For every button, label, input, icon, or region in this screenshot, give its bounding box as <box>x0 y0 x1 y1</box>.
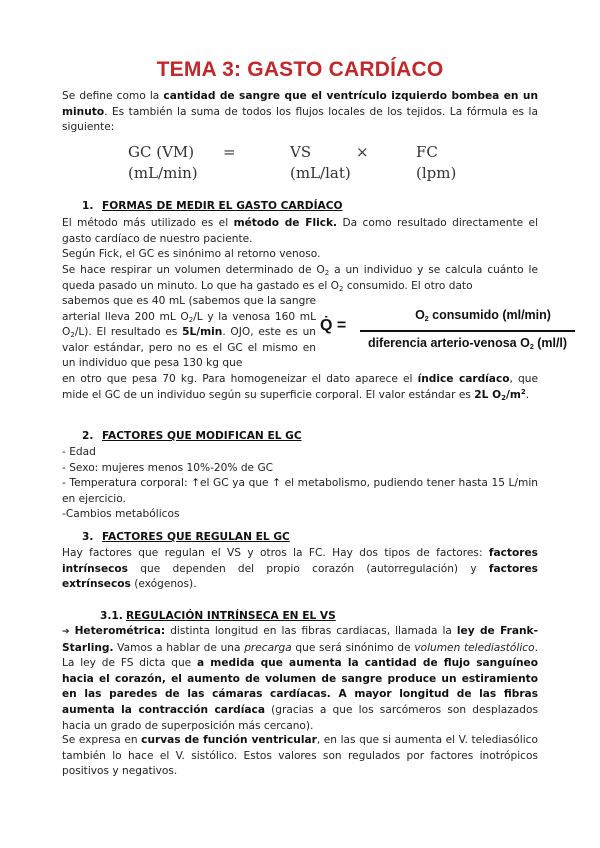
formula-fc: FC <box>416 143 438 161</box>
section-3-paragraph: Hay factores que regulan el VS y otros la FC. Hay dos tipos de factores: factores intrínsecos que dependen del propio corazón (autorregulación) y factores extrínsecos (exógenos). <box>62 547 538 591</box>
list-item: - Edad <box>62 446 96 458</box>
gasto-cardiaco-formula <box>128 143 457 187</box>
section-3-1-paragraph-2: Se expresa en curvas de función ventricular, en las que si aumenta el V. telediasólico también lo hace el V. sistólico. Estos valores son regulados por factores inotrópicos positivos y negativos. <box>62 734 538 778</box>
fick-q-symbol: Q̇ = <box>320 317 347 334</box>
section-3-1-heading: 3.1. REGULACIÓN INTRÍNSECA EN EL VS <box>100 610 336 622</box>
section-1-paragraph-2: Según Fick, el GC es sinónimo al retorno venoso. <box>62 248 321 260</box>
formula-equals: = <box>223 143 236 161</box>
fick-numerator: $O_2$ consumido (ml/min) <box>415 308 551 323</box>
section-1-paragraph-3b: sabemos que es 40 mL (sabemos que la sangre arterial lleva 200 mL $O_2/L$ y la venosa 160 mL $O_2/L$). El resultado es 5L/min. OJO, este es un valor estándar, pero no es el GC el mismo en un individuo que pesa 130 kg que <box>62 295 317 370</box>
page-title: TEMA 3: GASTO CARDÍACO <box>156 58 444 81</box>
section-3-1-paragraph-1: ➔ Heterométrica: distinta longitud en las fibras cardiacas, llamada la ley de Frank-Starling. Vamos a hablar de una precarga que será sinónimo de volumen telediastólico. La ley de FS dicta que a medida que aumenta la cantidad de flujo sanguíneo hacia el corazón, el aumento de volumen de sangre produce un estiramiento en las paredes de las cámaras cardíacas. A mayor longitud de las fibras aumenta la contracción cardíaca (gracias a que los sarcómeros son desplazados hacia un grado de superposición más cercano). <box>62 625 538 732</box>
formula-gc: GC (VM) <box>128 143 195 161</box>
list-item: -Cambios metabólicos <box>62 508 180 521</box>
list-item: - Sexo: mujeres menos 10%-20% de GC <box>62 461 274 474</box>
section-1-paragraph-1: El método más utilizado es el método de Flick. Da como resultado directamente el gasto cardíaco de nuestro paciente. <box>62 217 539 245</box>
fick-denominator: diferencia arterio-venosa $O_2$ (ml/l) <box>367 336 568 351</box>
section-2-list <box>62 445 538 523</box>
section-2-heading: 2. FACTORES QUE MODIFICAN EL GC <box>82 430 302 442</box>
formula-vs: VS <box>290 143 312 161</box>
fick-fraction-line <box>360 330 575 332</box>
formula-times: × <box>356 143 369 161</box>
formula-gc-unit: (mL/min) <box>128 164 198 182</box>
section-3-heading: 3. FACTORES QUE REGULAN EL GC <box>82 531 290 543</box>
list-item: - Temperatura corporal: ↑el GC ya que ↑ el metabolismo, pudiendo tener hasta 15 L/min en ejercicio. <box>62 477 538 505</box>
intro-paragraph: Se define como la cantidad de sangre que el ventrículo izquierdo bombea en un minuto. Es también la suma de todos los flujos locales de los tejidos. La fórmula es la siguiente: <box>62 90 538 134</box>
section-1-paragraph-4: en otro que pesa 70 kg. Para homogeneizar el dato aparece el índice cardíaco, que mide el GC de un individuo según su superficie corporal. El valor estándar es 2L $O_2/m^2$. <box>62 373 538 402</box>
section-1-heading: 1. FORMAS DE MEDIR EL GASTO CARDÍACO <box>82 200 343 212</box>
section-1-paragraph-3a: Se hace respirar un volumen determinado de $O_2$ a un individuo y se calcula cuánto le queda pasado un minuto. Lo que ha gastado es el $O_2$ consumido. El otro dato <box>62 264 538 293</box>
arrow-icon: ➔ <box>62 627 70 637</box>
formula-vs-unit: (mL/lat) <box>290 164 351 182</box>
fick-equation <box>320 304 580 364</box>
formula-fc-unit: (lpm) <box>416 164 457 182</box>
